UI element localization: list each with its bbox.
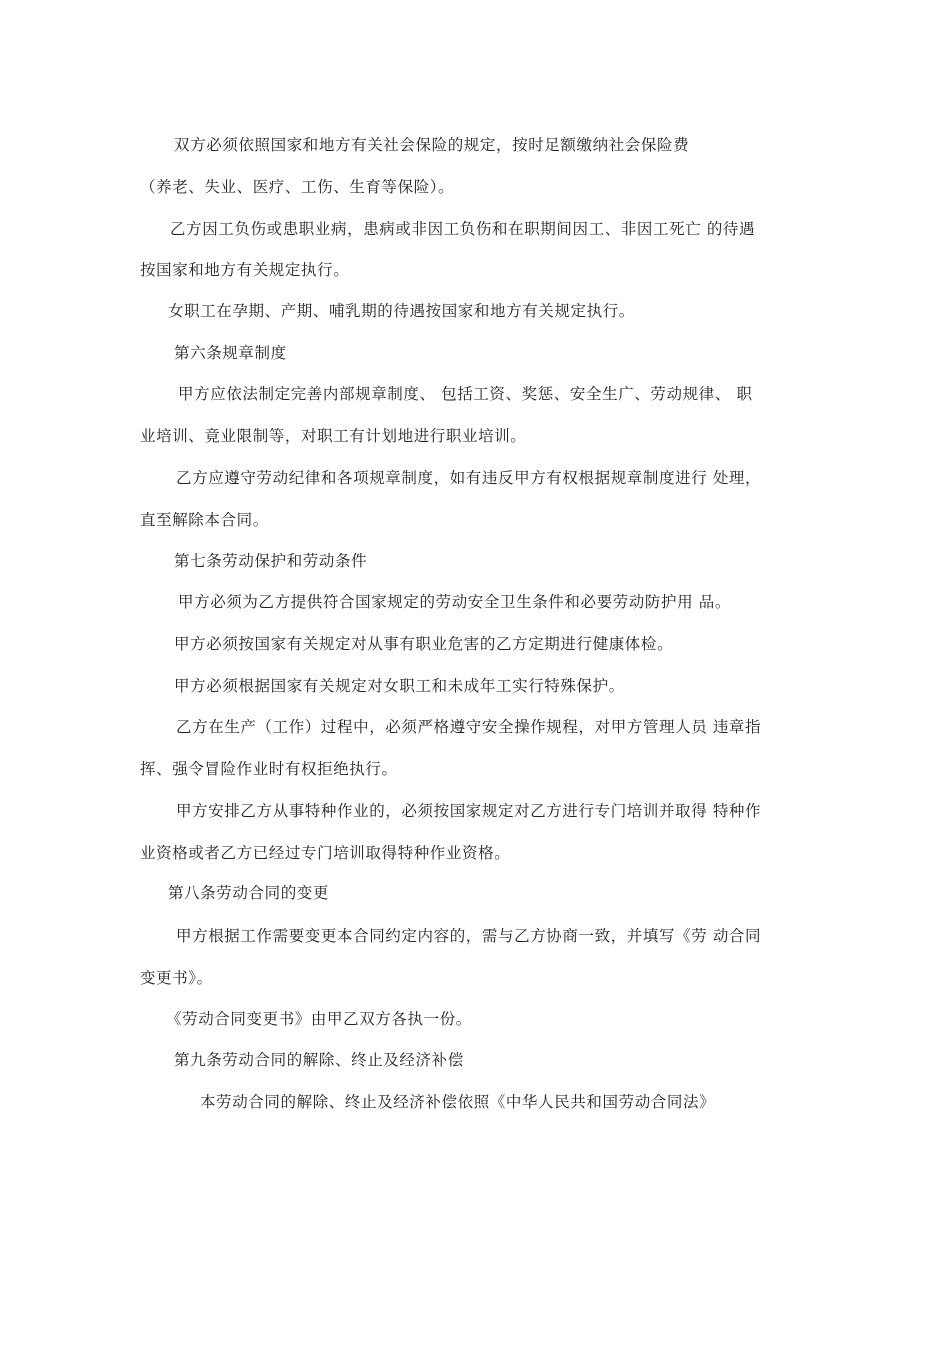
paragraph-safe-operation-cont: 挥、强令冒险作业时有权拒绝执行。	[140, 760, 398, 778]
paragraph-contract-change-cont: 变更书》。	[140, 969, 213, 987]
paragraph-rules-party-a-cont: 业培训、竟业限制等，对职工有计划地进行职业培训。	[140, 427, 527, 445]
paragraph-change-copies: 《劳动合同变更书》由甲乙双方各执一份。	[166, 1010, 472, 1028]
heading-article-6: 第六条规章制度	[174, 344, 287, 362]
paragraph-special-protection: 甲方必须根据国家有关规定对女职工和未成年工实行特殊保护。	[174, 677, 625, 695]
heading-article-9: 第九条劳动合同的解除、终止及经济补偿	[174, 1051, 464, 1069]
paragraph-work-injury-cont: 按国家和地方有关规定执行。	[140, 261, 350, 279]
paragraph-social-insurance-cont: （养老、失业、医疗、工伤、生育等保险）。	[140, 178, 455, 196]
paragraph-contract-change: 甲方根据工作需要变更本合同约定内容的，需与乙方协商一致，并填写《劳 动合同	[176, 927, 762, 945]
paragraph-termination-law: 本劳动合同的解除、终止及经济补偿依照《中华人民共和国劳动合同法》	[200, 1093, 716, 1111]
paragraph-special-operations: 甲方安排乙方从事特种作业的，必须按国家规定对乙方进行专门培训并取得 特种作	[176, 802, 762, 820]
paragraph-work-injury: 乙方因工负伤或患职业病，患病或非因工负伤和在职期间因工、非因工死亡 的待遇	[170, 220, 756, 238]
paragraph-rules-party-b: 乙方应遵守劳动纪律和各项规章制度，如有违反甲方有权根据规章制度进行 处理，	[176, 469, 762, 487]
paragraph-rules-party-a: 甲方应依法制定完善内部规章制度、 包括工资、奖惩、安全生广、劳动规律、 职	[178, 385, 753, 403]
heading-article-7: 第七条劳动保护和劳动条件	[174, 552, 368, 570]
heading-article-8: 第八条劳动合同的变更	[168, 884, 330, 902]
paragraph-female-workers: 女职工在孕期、产期、哺乳期的待遇按国家和地方有关规定执行。	[168, 302, 635, 320]
paragraph-special-operations-cont: 业资格或者乙方已经过专门培训取得特种作业资格。	[140, 844, 511, 862]
paragraph-safe-operation: 乙方在生产（工作）过程中，必须严格遵守安全操作规程，对甲方管理人员 违章指	[176, 718, 762, 736]
paragraph-health-checkup: 甲方必须按国家有关规定对从事有职业危害的乙方定期进行健康体检。	[174, 635, 674, 653]
paragraph-safety-conditions: 甲方必须为乙方提供符合国家规定的劳动安全卫生条件和必要劳动防护用 品。	[178, 593, 731, 611]
paragraph-rules-party-b-cont: 直至解除本合同。	[140, 511, 269, 529]
paragraph-social-insurance: 双方必须依照国家和地方有关社会保险的规定，按时足额缴纳社会保险费	[174, 136, 690, 154]
